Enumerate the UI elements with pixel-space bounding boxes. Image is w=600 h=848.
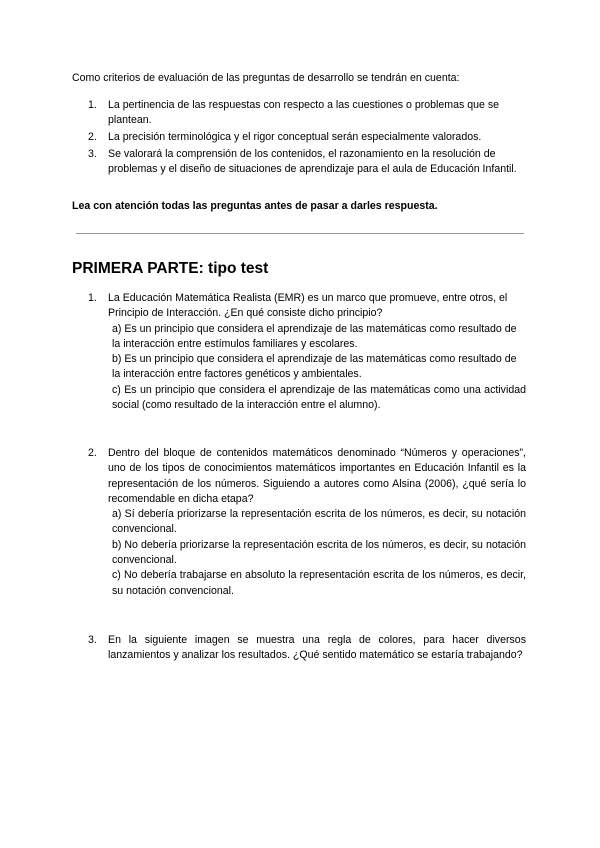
criteria-text: La precisión terminológica y el rigor conceptual serán especialmente valorados. <box>108 131 482 143</box>
question-text: En la siguiente imagen se muestra una regla de colores, para hacer diversos lanzamientos y analizar los resultados. ¿Qué sentido matemático se estaría trabajando? <box>108 634 526 662</box>
answer-option: c) Es un principio que considera el aprendizaje de las matemáticas como una actividad social (como resultado de la interacción entre el alumno). <box>112 383 526 412</box>
question-1 <box>88 291 526 413</box>
criteria-text: La pertinencia de las respuestas con respecto a las cuestiones o problemas que se plantean. <box>108 99 500 126</box>
question-number: 3. <box>88 634 97 646</box>
divider <box>76 233 524 234</box>
criteria-number: 1. <box>88 99 97 111</box>
question-text: La Educación Matemática Realista (EMR) es un marco que promueve, entre otros, el Principio de Interacción. ¿En qué consiste dicho principio? <box>108 292 508 320</box>
criteria-list <box>88 98 528 179</box>
criteria-item <box>88 147 528 177</box>
section-title: PRIMERA PARTE: tipo test <box>72 260 269 277</box>
question-number: 2. <box>88 447 97 459</box>
answer-option: b) No debería priorizarse la representación escrita de los números, es decir, su notación convencional. <box>112 538 526 567</box>
question-2 <box>88 446 526 599</box>
criteria-text: Se valorará la comprensión de los contenidos, el razonamiento en la resolución de problemas y el diseño de situaciones de aprendizaje para el aula de Educación Infantil. <box>108 148 517 175</box>
criteria-number: 3. <box>88 148 97 160</box>
instructions-warning: Lea con atención todas las preguntas antes de pasar a darles respuesta. <box>72 200 438 212</box>
answer-option: b) Es un principio que considera el aprendizaje de las matemáticas como resultado de la interacción entre factores genéticos y ambientales. <box>112 353 517 381</box>
answer-option: c) No debería trabajarse en absoluto la representación escrita de los números, es decir, su notación convencional. <box>112 569 526 597</box>
criteria-item <box>88 98 528 128</box>
evaluation-intro: Como criterios de evaluación de las preguntas de desarrollo se tendrán en cuenta: <box>72 72 460 84</box>
question-text: Dentro del bloque de contenidos matemáticos denominado “Números y operaciones”, uno de los tipos de conocimientos matemáticos importantes en Educación Infantil es la representación de los números. Siguiendo a autores como Alsina (2006), ¿qué sería lo recomendable en dicha etapa? <box>108 447 526 505</box>
answer-option: a) Es un principio que considera el aprendizaje de las matemáticas como resultado de la interacción entre estímulos familiares y escolares. <box>112 322 517 350</box>
criteria-number: 2. <box>88 131 97 143</box>
question-number: 1. <box>88 292 97 304</box>
answer-option: a) Sí debería priorizarse la representación escrita de los números, es decir, su notación convencional. <box>112 508 526 536</box>
criteria-item <box>88 130 528 145</box>
question-3 <box>88 633 526 664</box>
